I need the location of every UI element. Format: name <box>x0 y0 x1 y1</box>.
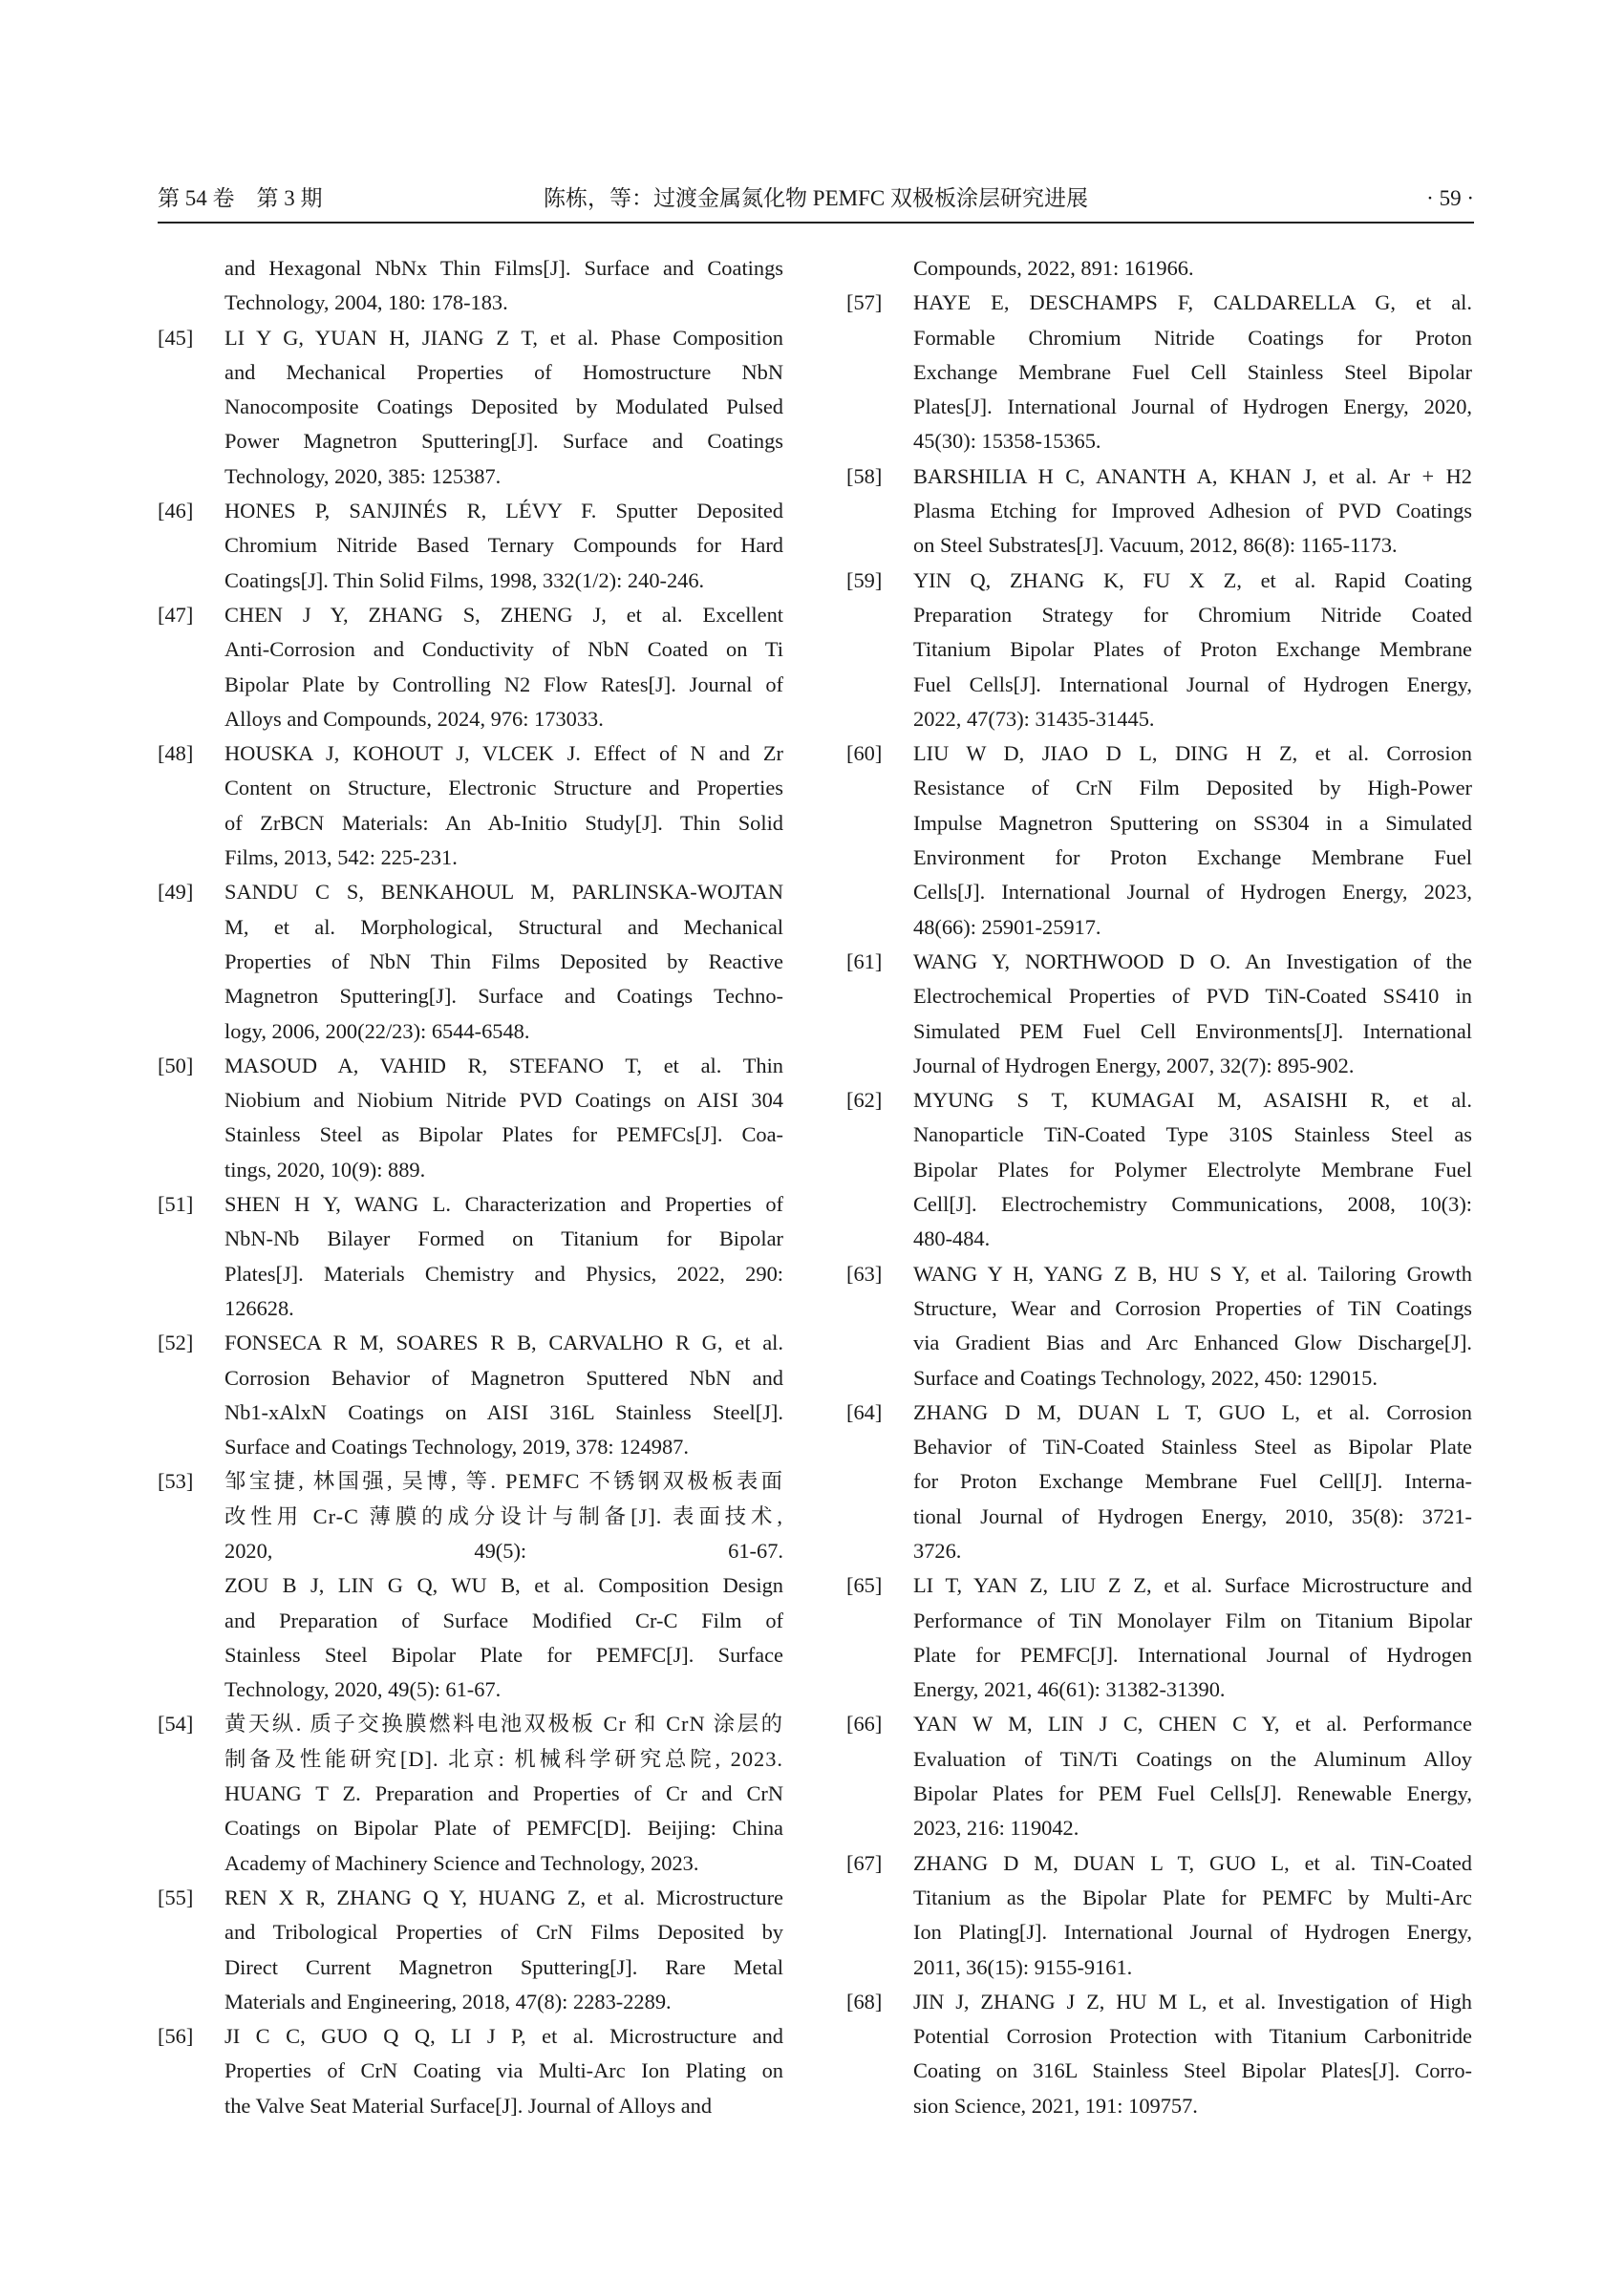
reference-line: BARSHILIA H C, ANANTH A, KHAN J, et al. Ar + H2 <box>913 463 1472 488</box>
reference-line: Anti-Corrosion and Conductivity of NbN Coated on Ti <box>224 637 783 662</box>
reference-line: Performance of TiN Monolayer Film on Titanium Bipolar <box>913 1608 1472 1632</box>
reference-line: Titanium as the Bipolar Plate for PEMFC by Multi-Arc <box>913 1885 1472 1909</box>
reference-number: [67] <box>846 1850 883 1875</box>
running-title: 陈栋，等：过渡金属氮化物 PEMFC 双极板涂层研究进展 <box>544 186 1088 210</box>
reference-number: [62] <box>846 1088 883 1113</box>
reference-line: Structure, Wear and Corrosion Properties of TiN Coatings <box>913 1295 1472 1320</box>
reference-line: Impulse Magnetron Sputtering on SS304 in a Simulated <box>913 810 1472 835</box>
reference-line: 黄天纵. 质子交换膜燃料电池双极板 Cr 和 CrN 涂层的 <box>224 1712 783 1737</box>
reference-number: [45] <box>158 325 194 350</box>
reference-entry <box>846 459 1472 564</box>
reference-line: Behavior of TiN-Coated Stainless Steel as Bipolar Plate <box>913 1435 1472 1460</box>
reference-line: Surface and Coatings Technology, 2022, 450: 129015. <box>913 1365 1378 1390</box>
reference-number: [56] <box>158 2024 194 2049</box>
reference-line: Technology, 2020, 385: 125387. <box>224 463 502 488</box>
reference-number: [52] <box>158 1331 194 1355</box>
reference-line: YAN W M, LIN J C, CHEN C Y, et al. Performance <box>913 1712 1472 1737</box>
page-number: · 59 · <box>1426 186 1474 210</box>
reference-entry <box>158 494 783 598</box>
reference-number: [55] <box>158 1885 194 1909</box>
reference-line: HONES P, SANJINÉS R, LÉVY F. Sputter Deposited <box>224 499 783 523</box>
reference-number: [53] <box>158 1469 194 1494</box>
reference-line: Nanocomposite Coatings Deposited by Modulated Pulsed <box>224 394 783 419</box>
reference-entry <box>846 1396 1472 1568</box>
reference-number: [49] <box>158 880 194 905</box>
reference-line: Stainless Steel as Bipolar Plates for PEMFCs[J]. Coa- <box>224 1122 783 1147</box>
reference-line: Titanium Bipolar Plates of Proton Exchange Membrane <box>913 637 1472 662</box>
reference-number: [60] <box>846 741 883 766</box>
reference-line: HUANG T Z. Preparation and Properties of Cr and CrN <box>224 1781 783 1806</box>
reference-number: [61] <box>846 948 883 973</box>
reference-entry <box>846 945 1472 1083</box>
reference-line: M, et al. Morphological, Structural and Mechanical <box>224 914 783 939</box>
reference-line: via Gradient Bias and Arc Enhanced Glow Discharge[J]. <box>913 1331 1472 1355</box>
reference-line: Coatings[J]. Thin Solid Films, 1998, 332(1/2): 240-246. <box>224 567 705 592</box>
reference-line: Cell[J]. Electrochemistry Communications, 2008, 10(3): <box>913 1192 1472 1217</box>
reference-line: Materials and Engineering, 2018, 47(8): 2283-2289. <box>224 1989 672 2014</box>
reference-number: [54] <box>158 1712 194 1737</box>
reference-line: JI C C, GUO Q Q, LI J P, et al. Microstructure and <box>224 2024 783 2049</box>
reference-line: NbN-Nb Bilayer Formed on Titanium for Bipolar <box>224 1226 783 1251</box>
reference-line: Niobium and Niobium Nitride PVD Coatings on AISI 304 <box>224 1088 783 1113</box>
reference-line: Plate for PEMFC[J]. International Journal of Hydrogen <box>913 1642 1472 1667</box>
reference-line: JIN J, ZHANG J Z, HU M L, et al. Investigation of High <box>913 1989 1472 2014</box>
reference-line: Preparation Strategy for Chromium Nitride Coated <box>913 602 1472 627</box>
reference-entry <box>846 1568 1472 1707</box>
reference-entry <box>846 286 1472 458</box>
reference-entry <box>158 736 783 875</box>
reference-number: [63] <box>846 1261 883 1286</box>
reference-number: [46] <box>158 499 194 523</box>
reference-number: [58] <box>846 463 883 488</box>
reference-entry <box>158 1187 783 1326</box>
reference-line: LI T, YAN Z, LIU Z Z, et al. Surface Microstructure and <box>913 1573 1472 1598</box>
reference-entry <box>846 736 1472 945</box>
reference-line: the Valve Seat Material Surface[J]. Journal of Alloys and <box>224 2093 713 2118</box>
reference-number: [57] <box>846 290 883 315</box>
reference-line: ZOU B J, LIN G Q, WU B, et al. Composition Design <box>224 1573 783 1598</box>
reference-entry <box>846 1707 1472 1845</box>
reference-number: [68] <box>846 1989 883 2014</box>
reference-line: Nb1-xAlxN Coatings on AISI 316L Stainless Steel[J]. <box>224 1399 783 1424</box>
reference-line: Ion Plating[J]. International Journal of Hydrogen Energy, <box>913 1920 1472 1945</box>
reference-line: HOUSKA J, KOHOUT J, VLCEK J. Effect of N and Zr <box>224 741 783 766</box>
reference-entry <box>158 1881 783 2019</box>
reference-line: Fuel Cells[J]. International Journal of Hydrogen Energy, <box>913 671 1472 696</box>
running-header <box>158 180 1474 218</box>
reference-number: [50] <box>158 1053 194 1077</box>
reference-entry <box>846 251 1472 286</box>
reference-line: tional Journal of Hydrogen Energy, 2010, 35(8): 3721- <box>913 1503 1472 1528</box>
reference-line: Bipolar Plate by Controlling N2 Flow Rates[J]. Journal of <box>224 671 783 696</box>
reference-entry <box>846 1985 1472 2123</box>
reference-entry <box>158 1464 783 1707</box>
reference-entry <box>846 1257 1472 1396</box>
reference-line: and Preparation of Surface Modified Cr-C Film of <box>224 1608 783 1632</box>
reference-entry <box>158 251 783 321</box>
reference-line: 2020, 49(5): 61-67. <box>224 1538 783 1563</box>
reference-line: Content on Structure, Electronic Structure and Properties <box>224 776 783 800</box>
reference-line: MASOUD A, VAHID R, STEFANO T, et al. Thin <box>224 1053 783 1077</box>
reference-line: 480-484. <box>913 1226 991 1251</box>
reference-line: Nanoparticle TiN-Coated Type 310S Stainless Steel as <box>913 1122 1472 1147</box>
reference-number: [47] <box>158 602 194 627</box>
reference-line: Potential Corrosion Protection with Titanium Carbonitride <box>913 2024 1472 2049</box>
reference-line: Formable Chromium Nitride Coatings for Proton <box>913 325 1472 350</box>
reference-line: and Tribological Properties of CrN Films Deposited by <box>224 1920 783 1945</box>
reference-line: Plasma Etching for Improved Adhesion of PVD Coatings <box>913 499 1472 523</box>
reference-line: LI Y G, YUAN H, JIANG Z T, et al. Phase Composition <box>224 325 783 350</box>
reference-line: 45(30): 15358-15365. <box>913 429 1101 454</box>
right-column <box>846 251 1472 2123</box>
reference-line: 制备及性能研究[D]. 北京: 机械科学研究总院, 2023. <box>224 1746 783 1771</box>
reference-entry <box>846 564 1472 736</box>
reference-line: Bipolar Plates for Polymer Electrolyte Membrane Fuel <box>913 1157 1472 1182</box>
reference-number: [66] <box>846 1712 883 1737</box>
reference-line: Evaluation of TiN/Ti Coatings on the Aluminum Alloy <box>913 1746 1472 1771</box>
reference-line: Properties of NbN Thin Films Deposited by Reactive <box>224 948 783 973</box>
reference-line: 2011, 36(15): 9155-9161. <box>913 1954 1133 1979</box>
reference-line: Magnetron Sputtering[J]. Surface and Coatings Techno- <box>224 984 783 1009</box>
reference-line: 126628. <box>224 1295 294 1320</box>
reference-line: WANG Y, NORTHWOOD D O. An Investigation of the <box>913 948 1472 973</box>
reference-line: tings, 2020, 10(9): 889. <box>224 1157 426 1182</box>
reference-line: Exchange Membrane Fuel Cell Stainless Steel Bipolar <box>913 359 1472 384</box>
reference-line: on Steel Substrates[J]. Vacuum, 2012, 86(8): 1165-1173. <box>913 533 1398 558</box>
reference-line: YIN Q, ZHANG K, FU X Z, et al. Rapid Coating <box>913 567 1472 592</box>
reference-line: Plates[J]. International Journal of Hydrogen Energy, 2020, <box>913 394 1472 419</box>
reference-line: SANDU C S, BENKAHOUL M, PARLINSKA-WOJTAN <box>224 880 783 905</box>
reference-line: Simulated PEM Fuel Cell Environments[J]. International <box>913 1018 1472 1043</box>
reference-line: FONSECA R M, SOARES R B, CARVALHO R G, et al. <box>224 1331 783 1355</box>
reference-line: CHEN J Y, ZHANG S, ZHENG J, et al. Excellent <box>224 602 783 627</box>
reference-number: [59] <box>846 567 883 592</box>
reference-line: Academy of Machinery Science and Technology, 2023. <box>224 1850 699 1875</box>
reference-line: REN X R, ZHANG Q Y, HUANG Z, et al. Microstructure <box>224 1885 783 1909</box>
reference-line: Environment for Proton Exchange Membrane Fuel <box>913 845 1472 870</box>
reference-line: WANG Y H, YANG Z B, HU S Y, et al. Tailoring Growth <box>913 1261 1472 1286</box>
reference-number: [65] <box>846 1573 883 1598</box>
reference-line: 2023, 216: 119042. <box>913 1816 1079 1841</box>
reference-entry <box>846 1846 1472 1985</box>
reference-line: Films, 2013, 542: 225-231. <box>224 845 458 870</box>
reference-line: sion Science, 2021, 191: 109757. <box>913 2093 1198 2118</box>
reference-line: 2022, 47(73): 31435-31445. <box>913 706 1155 731</box>
reference-line: Chromium Nitride Based Ternary Compounds for Hard <box>224 533 783 558</box>
reference-line: Direct Current Magnetron Sputtering[J]. Rare Metal <box>224 1954 783 1979</box>
reference-line: Resistance of CrN Film Deposited by High-Power <box>913 776 1472 800</box>
reference-line: Stainless Steel Bipolar Plate for PEMFC[J]. Surface <box>224 1642 783 1667</box>
reference-line: 48(66): 25901-25917. <box>913 914 1101 939</box>
reference-line: and Hexagonal NbNx Thin Films[J]. Surface and Coatings <box>224 256 783 280</box>
reference-entry <box>158 875 783 1048</box>
reference-line: HAYE E, DESCHAMPS F, CALDARELLA G, et al. <box>913 290 1472 315</box>
reference-line: Coating on 316L Stainless Steel Bipolar Plates[J]. Corro- <box>913 2058 1472 2083</box>
reference-entry <box>158 321 783 494</box>
reference-entry <box>158 1049 783 1187</box>
reference-entry <box>158 1707 783 1880</box>
reference-entry <box>158 2019 783 2123</box>
reference-number: [48] <box>158 741 194 766</box>
reference-line: Plates[J]. Materials Chemistry and Physics, 2022, 290: <box>224 1261 783 1286</box>
reference-line: ZHANG D M, DUAN L T, GUO L, et al. Corrosion <box>913 1399 1472 1424</box>
reference-line: Energy, 2021, 46(61): 31382-31390. <box>913 1677 1226 1702</box>
reference-line: Corrosion Behavior of Magnetron Sputtered NbN and <box>224 1365 783 1390</box>
reference-line: 邹宝捷, 林国强, 吴博, 等. PEMFC 不锈钢双极板表面 <box>224 1469 783 1494</box>
reference-line: LIU W D, JIAO D L, DING H Z, et al. Corrosion <box>913 741 1472 766</box>
reference-line: Cells[J]. International Journal of Hydrogen Energy, 2023, <box>913 880 1472 905</box>
reference-line: MYUNG S T, KUMAGAI M, ASAISHI R, et al. <box>913 1088 1472 1113</box>
reference-line: ZHANG D M, DUAN L T, GUO L, et al. TiN-Coated <box>913 1850 1472 1875</box>
reference-line: Compounds, 2022, 891: 161966. <box>913 256 1194 280</box>
volume-issue: 第 54 卷 第 3 期 <box>158 186 323 210</box>
reference-line: Bipolar Plates for PEM Fuel Cells[J]. Renewable Energy, <box>913 1781 1472 1806</box>
reference-entry <box>158 598 783 736</box>
reference-line: Alloys and Compounds, 2024, 976: 173033. <box>224 706 604 731</box>
reference-line: 改性用 Cr-C 薄膜的成分设计与制备[J]. 表面技术, <box>224 1503 783 1528</box>
reference-line: Electrochemical Properties of PVD TiN-Coated SS410 in <box>913 984 1472 1009</box>
reference-line: Technology, 2020, 49(5): 61-67. <box>224 1677 502 1702</box>
reference-line: of ZrBCN Materials: An Ab-Initio Study[J]. Thin Solid <box>224 810 783 835</box>
reference-entry <box>158 1326 783 1464</box>
reference-line: and Mechanical Properties of Homostructure NbN <box>224 359 783 384</box>
reference-line: Properties of CrN Coating via Multi-Arc Ion Plating on <box>224 2058 783 2083</box>
reference-number: [64] <box>846 1399 883 1424</box>
reference-line: SHEN H Y, WANG L. Characterization and Properties of <box>224 1192 783 1217</box>
reference-entry <box>846 1083 1472 1256</box>
reference-line: Power Magnetron Sputtering[J]. Surface and Coatings <box>224 429 783 454</box>
reference-line: Technology, 2004, 180: 178-183. <box>224 290 508 315</box>
reference-line: Journal of Hydrogen Energy, 2007, 32(7): 895-902. <box>913 1053 1355 1077</box>
reference-line: Coatings on Bipolar Plate of PEMFC[D]. Beijing: China <box>224 1816 783 1841</box>
reference-number: [51] <box>158 1192 194 1217</box>
header-rule <box>158 222 1474 224</box>
reference-line: for Proton Exchange Membrane Fuel Cell[J]. Interna- <box>913 1469 1472 1494</box>
reference-line: Surface and Coatings Technology, 2019, 378: 124987. <box>224 1435 689 1460</box>
left-column <box>158 251 783 2123</box>
reference-line: 3726. <box>913 1538 962 1563</box>
reference-line: logy, 2006, 200(22/23): 6544-6548. <box>224 1018 530 1043</box>
